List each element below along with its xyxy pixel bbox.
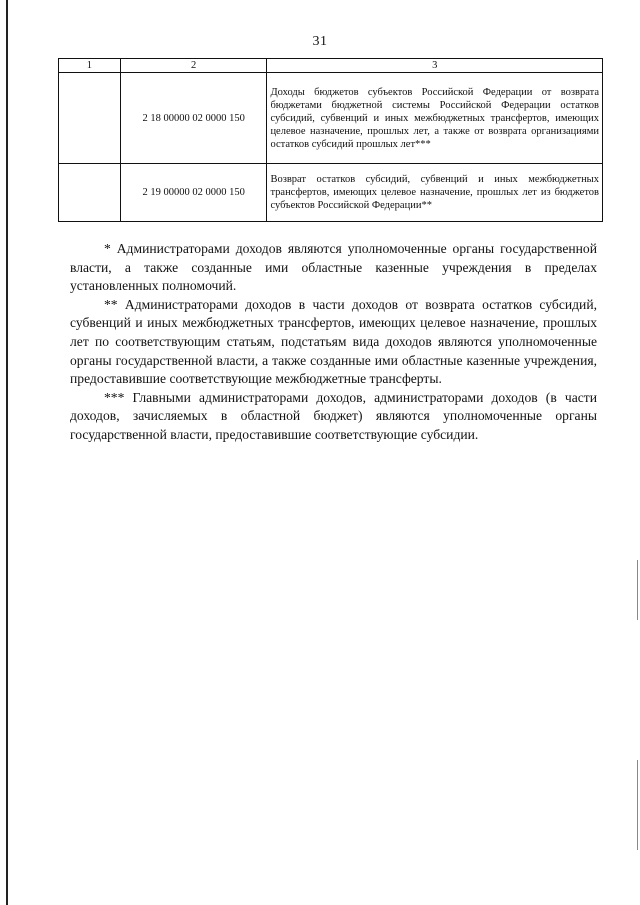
table-header-col-1: 1 — [59, 59, 121, 73]
page-number: 31 — [312, 34, 328, 49]
table-cell-code: 2 18 00000 02 0000 150 — [120, 73, 267, 164]
revenue-codes-table — [58, 58, 603, 222]
table-cell-admin — [59, 73, 121, 164]
scan-edge-mark — [637, 760, 638, 850]
table-header-row — [59, 59, 603, 73]
table-row — [59, 73, 603, 164]
table-cell-description: Возврат остатков субсидий, субвенций и иных межбюджетных трансфертов, имеющих целевое назначение, прошлых лет из бюджетов субъектов Российской Федерации** — [267, 164, 603, 222]
table-cell-admin — [59, 164, 121, 222]
footnote-triple-asterisk: *** Главными администраторами доходов, администраторами доходов (в части доходов, зачисляемых в областной бюджет) являются уполномоченные органы государственной власти, предоставившие соответствующие субсидии. — [70, 389, 597, 442]
page-left-border-rule — [6, 0, 8, 905]
table-row — [59, 164, 603, 222]
footnotes — [70, 240, 597, 445]
table-cell-description: Доходы бюджетов субъектов Российской Федерации от возврата бюджетами бюджетной системы Российской Федерации остатков субсидий, субвенций и иных межбюджетных трансфертов, имеющих целевое назначение, прошлых лет, а также от возврата организациями остатков субсидий прошлых лет*** — [267, 73, 603, 164]
table-header-col-3: 3 — [267, 59, 603, 73]
scan-edge-mark — [637, 560, 638, 620]
table-cell-code: 2 19 00000 02 0000 150 — [120, 164, 267, 222]
table-header-col-2: 2 — [120, 59, 267, 73]
footnote-double-asterisk: ** Администраторами доходов в части доходов от возврата остатков субсидий, субвенций и иных межбюджетных трансфертов, имеющих целевое назначение, прошлых лет по соответствующим статьям, подстатьям вида доходов являются уполномоченные органы государственной власти, а также созданные ими областные казенные учреждения, предоставившие соответствующие межбюджетные трансферты. — [70, 296, 597, 387]
footnote-single-asterisk: * Администраторами доходов являются уполномоченные органы государственной власти, а также созданные ими областные казенные учреждения в пределах установленных полномочий. — [70, 241, 597, 294]
